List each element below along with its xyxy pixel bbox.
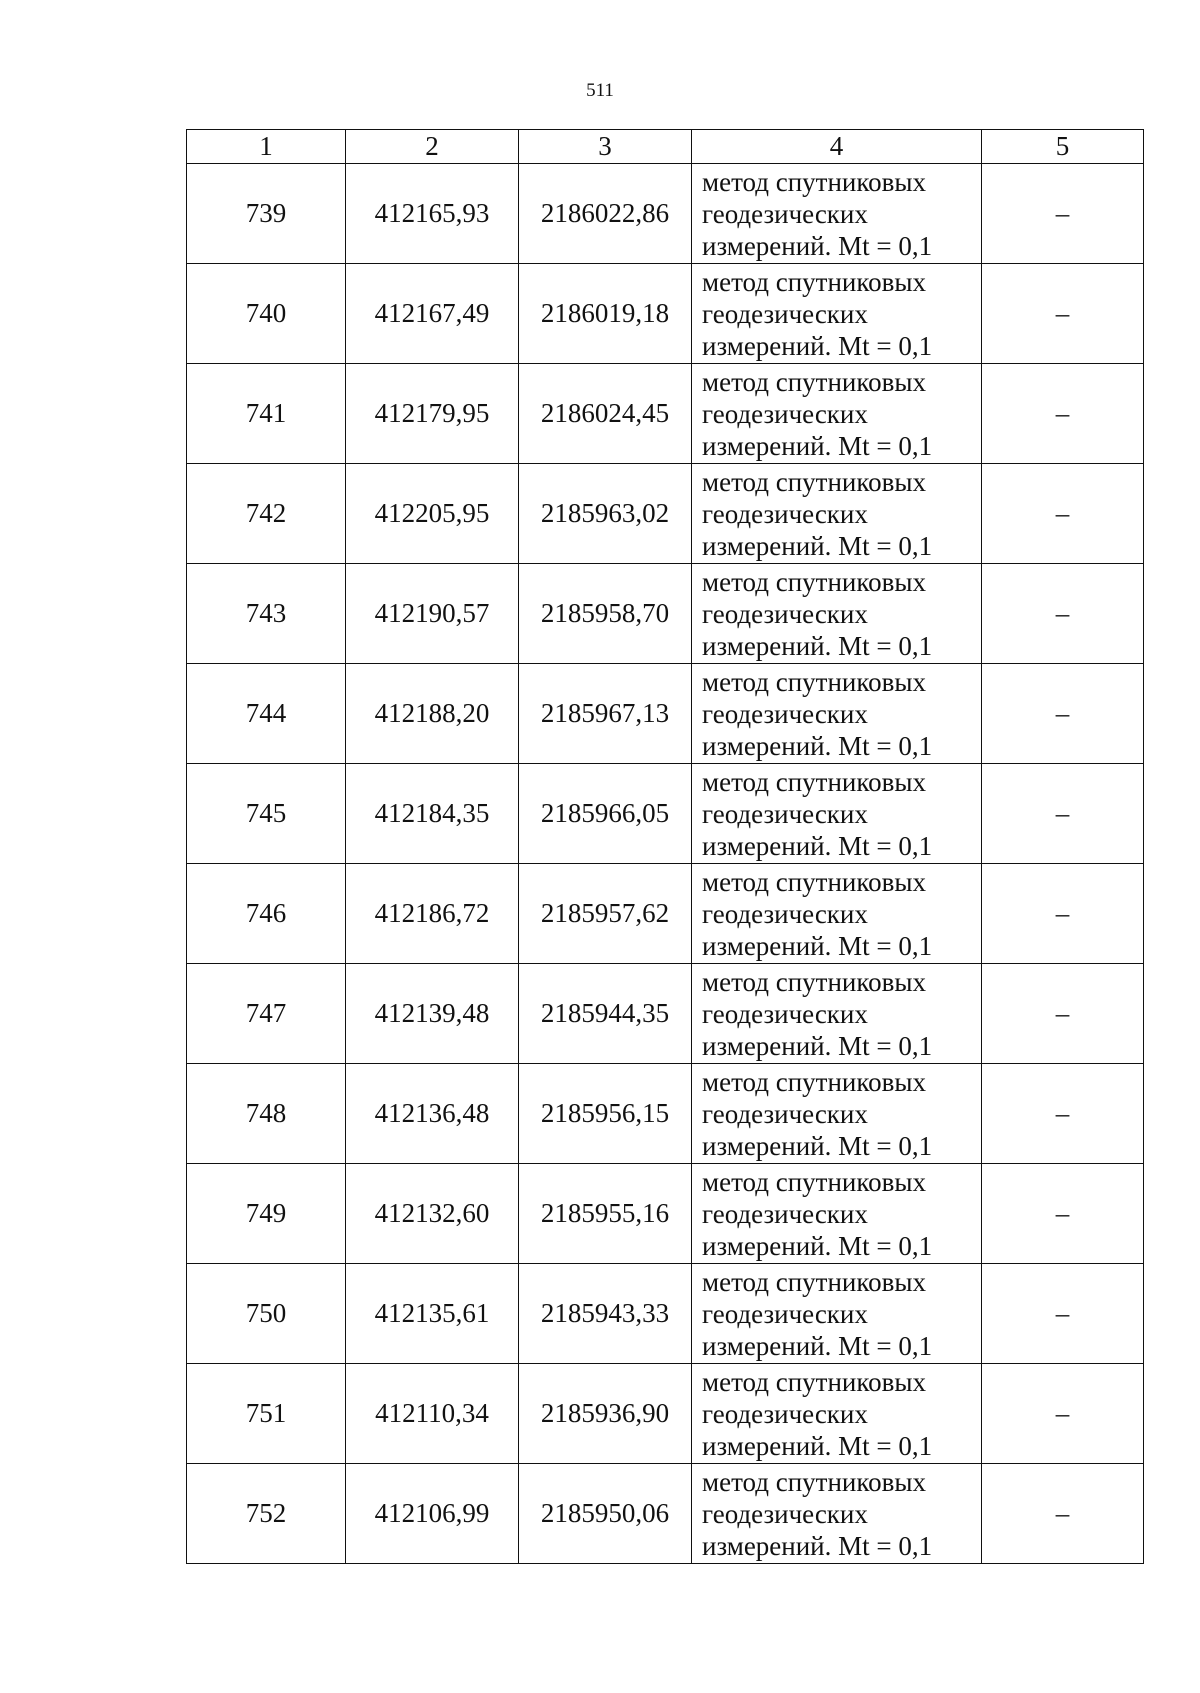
method-text-line: метод спутниковых (702, 1166, 926, 1197)
method-text-line: метод спутниковых (702, 766, 926, 797)
x-coordinate-cell: 412179,95 (346, 364, 519, 464)
method-text-line: геодезических (702, 1398, 868, 1429)
method-text-line: геодезических (702, 298, 868, 329)
method-text-line: геодезических (702, 498, 868, 529)
method-text-line: геодезических (702, 1098, 868, 1129)
table-row (187, 1264, 1144, 1364)
method-text-line: измерений. Mt = 0,1 (702, 530, 933, 561)
method-cell (692, 1164, 982, 1264)
method-text-line: метод спутниковых (702, 566, 926, 597)
note-cell: – (982, 864, 1144, 964)
x-coordinate-cell: 412139,48 (346, 964, 519, 1064)
method-text-line: измерений. Mt = 0,1 (702, 1030, 933, 1061)
method-text-line: измерений. Mt = 0,1 (702, 1430, 933, 1461)
method-cell (692, 164, 982, 264)
point-number-cell: 752 (187, 1464, 346, 1564)
method-text-line: измерений. Mt = 0,1 (702, 230, 933, 261)
method-text-line: метод спутниковых (702, 966, 926, 997)
method-text-line: измерений. Mt = 0,1 (702, 630, 933, 661)
method-text-line: метод спутниковых (702, 866, 926, 897)
table-row (187, 664, 1144, 764)
method-text-line: метод спутниковых (702, 1466, 926, 1497)
y-coordinate-cell: 2185963,02 (519, 464, 692, 564)
note-cell: – (982, 264, 1144, 364)
method-text-line: геодезических (702, 798, 868, 829)
method-text-line: измерений. Mt = 0,1 (702, 930, 933, 961)
table-body (187, 164, 1144, 1564)
method-text-line: геодезических (702, 1198, 868, 1229)
method-text-line: метод спутниковых (702, 166, 926, 197)
note-cell: – (982, 964, 1144, 1064)
x-coordinate-cell: 412167,49 (346, 264, 519, 364)
y-coordinate-cell: 2185956,15 (519, 1064, 692, 1164)
method-text-line: геодезических (702, 1498, 868, 1529)
note-cell: – (982, 164, 1144, 264)
table-row (187, 1064, 1144, 1164)
method-text-line: геодезических (702, 198, 868, 229)
point-number-cell: 741 (187, 364, 346, 464)
method-cell (692, 1364, 982, 1464)
point-number-cell: 745 (187, 764, 346, 864)
method-text-line: измерений. Mt = 0,1 (702, 730, 933, 761)
x-coordinate-cell: 412184,35 (346, 764, 519, 864)
note-cell: – (982, 464, 1144, 564)
y-coordinate-cell: 2185967,13 (519, 664, 692, 764)
method-text-line: измерений. Mt = 0,1 (702, 430, 933, 461)
table-row (187, 1364, 1144, 1464)
y-coordinate-cell: 2186022,86 (519, 164, 692, 264)
method-text-line: метод спутниковых (702, 1266, 926, 1297)
table-row (187, 464, 1144, 564)
method-text-line: геодезических (702, 398, 868, 429)
method-cell (692, 764, 982, 864)
method-cell (692, 864, 982, 964)
y-coordinate-cell: 2186019,18 (519, 264, 692, 364)
x-coordinate-cell: 412135,61 (346, 1264, 519, 1364)
method-text-line: измерений. Mt = 0,1 (702, 1230, 933, 1261)
point-number-cell: 748 (187, 1064, 346, 1164)
point-number-cell: 746 (187, 864, 346, 964)
y-coordinate-cell: 2185936,90 (519, 1364, 692, 1464)
x-coordinate-cell: 412132,60 (346, 1164, 519, 1264)
point-number-cell: 742 (187, 464, 346, 564)
column-header-3: 3 (519, 130, 692, 164)
point-number-cell: 743 (187, 564, 346, 664)
table-row (187, 264, 1144, 364)
table-row (187, 564, 1144, 664)
y-coordinate-cell: 2185943,33 (519, 1264, 692, 1364)
note-cell: – (982, 1464, 1144, 1564)
y-coordinate-cell: 2186024,45 (519, 364, 692, 464)
note-cell: – (982, 764, 1144, 864)
table-row (187, 764, 1144, 864)
method-text-line: геодезических (702, 898, 868, 929)
method-cell (692, 664, 982, 764)
note-cell: – (982, 1164, 1144, 1264)
table-row (187, 1464, 1144, 1564)
table-row (187, 364, 1144, 464)
point-number-cell: 739 (187, 164, 346, 264)
method-cell (692, 364, 982, 464)
point-number-cell: 750 (187, 1264, 346, 1364)
column-header-4: 4 (692, 130, 982, 164)
table-row (187, 1164, 1144, 1264)
y-coordinate-cell: 2185955,16 (519, 1164, 692, 1264)
x-coordinate-cell: 412110,34 (346, 1364, 519, 1464)
method-text-line: метод спутниковых (702, 366, 926, 397)
note-cell: – (982, 664, 1144, 764)
method-text-line: геодезических (702, 998, 868, 1029)
x-coordinate-cell: 412188,20 (346, 664, 519, 764)
method-text-line: измерений. Mt = 0,1 (702, 830, 933, 861)
method-text-line: измерений. Mt = 0,1 (702, 1130, 933, 1161)
table-row (187, 864, 1144, 964)
y-coordinate-cell: 2185957,62 (519, 864, 692, 964)
point-number-cell: 744 (187, 664, 346, 764)
x-coordinate-cell: 412165,93 (346, 164, 519, 264)
method-text-line: измерений. Mt = 0,1 (702, 330, 933, 361)
column-header-2: 2 (346, 130, 519, 164)
method-text-line: геодезических (702, 598, 868, 629)
x-coordinate-cell: 412190,57 (346, 564, 519, 664)
x-coordinate-cell: 412106,99 (346, 1464, 519, 1564)
method-text-line: измерений. Mt = 0,1 (702, 1330, 933, 1361)
note-cell: – (982, 1364, 1144, 1464)
note-cell: – (982, 1264, 1144, 1364)
method-text-line: геодезических (702, 1298, 868, 1329)
method-text-line: метод спутниковых (702, 1066, 926, 1097)
method-text-line: метод спутниковых (702, 1366, 926, 1397)
method-cell (692, 1464, 982, 1564)
column-header-5: 5 (982, 130, 1144, 164)
point-number-cell: 747 (187, 964, 346, 1064)
table-header-row (187, 130, 1144, 164)
table-row (187, 964, 1144, 1064)
method-text-line: измерений. Mt = 0,1 (702, 1530, 933, 1561)
method-cell (692, 1264, 982, 1364)
method-text-line: метод спутниковых (702, 266, 926, 297)
method-cell (692, 464, 982, 564)
y-coordinate-cell: 2185966,05 (519, 764, 692, 864)
point-number-cell: 740 (187, 264, 346, 364)
note-cell: – (982, 564, 1144, 664)
note-cell: – (982, 1064, 1144, 1164)
y-coordinate-cell: 2185944,35 (519, 964, 692, 1064)
table-row (187, 164, 1144, 264)
point-number-cell: 749 (187, 1164, 346, 1264)
x-coordinate-cell: 412186,72 (346, 864, 519, 964)
point-number-cell: 751 (187, 1364, 346, 1464)
method-cell (692, 1064, 982, 1164)
note-cell: – (982, 364, 1144, 464)
method-cell (692, 564, 982, 664)
method-cell (692, 964, 982, 1064)
method-text-line: геодезических (702, 698, 868, 729)
method-text-line: метод спутниковых (702, 466, 926, 497)
method-cell (692, 264, 982, 364)
y-coordinate-cell: 2185950,06 (519, 1464, 692, 1564)
coordinates-table (186, 129, 1144, 1564)
x-coordinate-cell: 412136,48 (346, 1064, 519, 1164)
column-header-1: 1 (187, 130, 346, 164)
x-coordinate-cell: 412205,95 (346, 464, 519, 564)
y-coordinate-cell: 2185958,70 (519, 564, 692, 664)
page-number: 511 (586, 80, 614, 101)
method-text-line: метод спутниковых (702, 666, 926, 697)
